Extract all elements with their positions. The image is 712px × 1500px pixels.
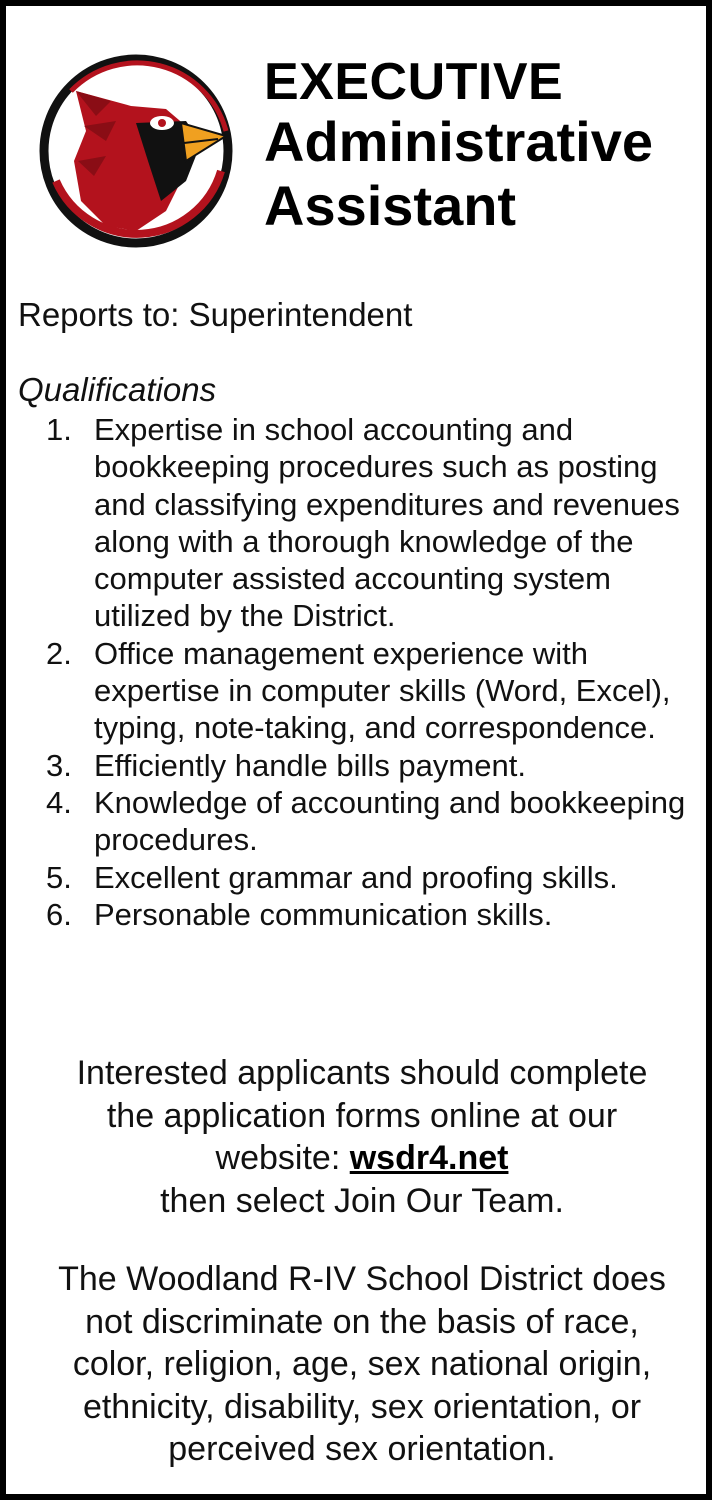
reports-to: Reports to: Superintendent xyxy=(18,296,413,333)
list-item xyxy=(46,635,712,747)
item-text: Personable communication skills. xyxy=(94,896,553,932)
title-line-3: Assistant xyxy=(264,174,517,237)
apply-line-1: Interested applicants should complete xyxy=(76,1054,648,1092)
nondisc-line-3: color, religion, age, sex national origin, xyxy=(72,1345,652,1383)
list-item xyxy=(46,896,712,933)
item-text: Expertise in school accounting and bookkeeping procedures such as posting and classifying expenditures and revenues along with a thorough knowledge of the computer assisted accounting system utilized by the District. xyxy=(94,412,680,634)
item-text: Knowledge of accounting and bookkeeping procedures. xyxy=(94,784,686,858)
apply-line-2: the application forms online at our xyxy=(106,1096,618,1135)
nondisc-line-4: ethnicity, disability, sex orientation, or xyxy=(82,1387,642,1426)
list-item xyxy=(46,747,712,784)
website-link[interactable]: wsdr4.net xyxy=(349,1139,509,1177)
list-item xyxy=(46,859,712,896)
qualifications-list xyxy=(46,411,712,933)
item-text: Efficiently handle bills payment. xyxy=(94,747,526,783)
title-line-1: EXECUTIVE xyxy=(264,53,564,111)
item-number: 4. xyxy=(46,784,72,820)
qualifications-heading: Qualifications xyxy=(18,371,217,408)
item-number: 3. xyxy=(46,747,72,783)
apply-line-4: then select Join Our Team. xyxy=(160,1181,564,1220)
item-text: Excellent grammar and proofing skills. xyxy=(94,859,618,895)
item-text: Office management experience with expertise in computer skills (Word, Excel), typing, note-taking, and correspondence. xyxy=(94,635,671,746)
item-number: 1. xyxy=(46,412,72,447)
job-title xyxy=(264,53,653,242)
list-item xyxy=(46,411,712,635)
title-line-2: Administrative xyxy=(264,110,653,173)
item-number: 2. xyxy=(46,635,72,671)
website-prefix: website: xyxy=(215,1139,350,1177)
nondisc-line-5: perceived sex orientation. xyxy=(168,1430,556,1468)
list-item xyxy=(46,784,712,859)
item-number: 6. xyxy=(46,896,72,932)
apply-line-3 xyxy=(6,1137,712,1180)
item-number: 5. xyxy=(46,859,72,895)
application-instructions xyxy=(6,1052,712,1222)
nondisc-line-1: The Woodland R-IV School District does xyxy=(58,1260,666,1298)
nondiscrimination-statement xyxy=(6,1258,712,1471)
nondisc-line-2: not discriminate on the basis of race, xyxy=(85,1302,639,1341)
cardinal-logo-icon xyxy=(36,51,236,251)
